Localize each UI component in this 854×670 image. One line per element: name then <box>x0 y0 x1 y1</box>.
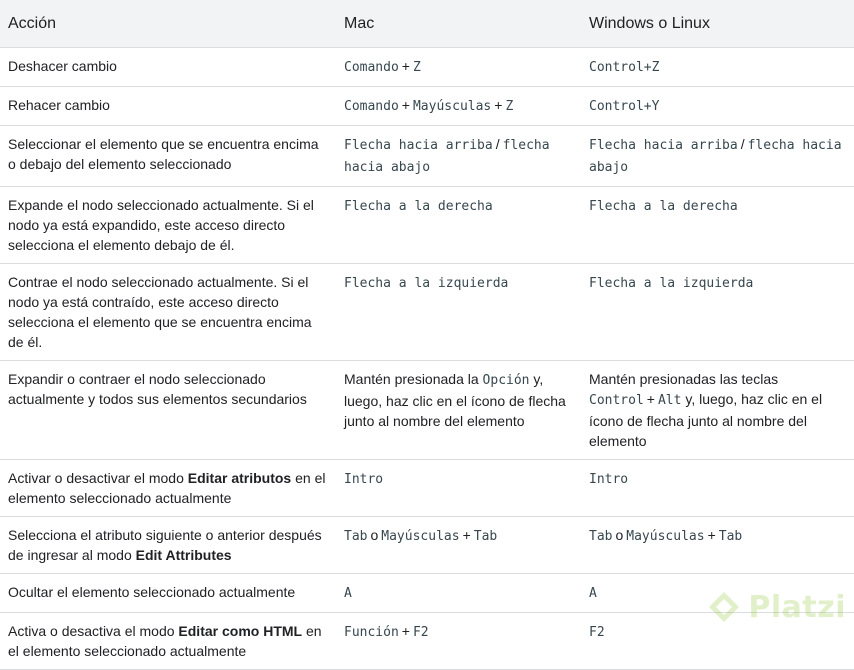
key-name: Tab <box>473 529 498 544</box>
key-name: Control+Y <box>589 99 660 114</box>
key-name: Función <box>344 625 399 640</box>
table-row <box>0 460 854 517</box>
key-name: Flecha a la derecha <box>344 199 493 214</box>
windows-shortcut-cell <box>581 187 854 263</box>
key-name: Tab <box>589 529 613 544</box>
key-separator: + <box>707 527 716 543</box>
table-header-row <box>0 0 854 48</box>
key-separator: + <box>494 97 503 113</box>
key-name: Z <box>412 60 421 75</box>
table-row <box>0 126 854 187</box>
table-row <box>0 48 854 87</box>
key-name: Opción <box>482 373 530 388</box>
windows-shortcut-cell <box>581 460 854 516</box>
key-separator: o <box>370 527 379 543</box>
table-row <box>0 187 854 264</box>
key-name: flecha hacia abajo <box>589 138 842 175</box>
key-name: Intro <box>589 472 629 487</box>
platzi-watermark <box>706 589 846 625</box>
cell-text: Activa o desactiva el modo <box>8 623 179 639</box>
cell-text: Rehacer cambio <box>8 97 110 113</box>
cell-text: Deshacer cambio <box>8 58 117 74</box>
cell-text: Expandir o contraer el nodo seleccionado actualmente y todos sus elementos secundarios <box>8 371 307 407</box>
mac-shortcut-cell <box>336 613 581 669</box>
action-cell <box>0 517 336 573</box>
table-row <box>0 517 854 574</box>
windows-shortcut-cell <box>581 87 854 125</box>
column-header-action: Acción <box>8 14 57 32</box>
key-name: Control+Z <box>589 60 660 75</box>
cell-text: Selecciona el atributo siguiente o anterior después de ingresar al modo <box>8 527 322 563</box>
action-cell <box>0 613 336 669</box>
key-name: Tab <box>718 529 743 544</box>
mac-shortcut-cell <box>336 264 581 360</box>
mac-shortcut-cell <box>336 361 581 459</box>
windows-shortcut-cell <box>581 264 854 360</box>
bold-text: Editar atributos <box>187 470 292 486</box>
cell-text: en el elemento seleccionado actualmente <box>8 470 326 506</box>
cell-text: Expande el nodo seleccionado actualmente. Si el nodo ya está expandido, este acceso directo selecciona el elemento debajo de él. <box>8 197 314 253</box>
column-header-mac: Mac <box>344 14 375 32</box>
cell-text: Contrae el nodo seleccionado actualmente. Si el nodo ya está contraído, este acceso directo selecciona el elemento que se encuentra encima de él. <box>8 274 312 350</box>
watermark-text: Platzi <box>748 589 846 625</box>
key-separator: + <box>401 58 410 74</box>
column-header-windows-linux: Windows o Linux <box>589 14 710 32</box>
cell-text: Seleccionar el elemento que se encuentra encima o debajo del elemento seleccionado <box>8 136 319 172</box>
windows-shortcut-cell <box>581 48 854 86</box>
table-row <box>0 264 854 361</box>
action-cell <box>0 264 336 360</box>
key-name: F2 <box>589 625 605 640</box>
action-cell <box>0 574 336 612</box>
windows-shortcut-cell <box>581 517 854 573</box>
action-cell <box>0 87 336 125</box>
key-name: Comando <box>344 99 399 114</box>
mac-shortcut-cell <box>336 48 581 86</box>
key-name: Tab <box>344 529 368 544</box>
action-cell <box>0 48 336 86</box>
bold-text: Edit Attributes <box>135 547 232 563</box>
cell-text: Mantén presionada la <box>344 371 483 387</box>
cell-text: y, luego, haz clic en el ícono de flecha junto al nombre del elemento <box>344 371 566 429</box>
key-name: Control <box>589 393 644 408</box>
key-name: A <box>589 586 597 601</box>
mac-shortcut-cell <box>336 574 581 612</box>
key-separator: + <box>646 391 655 407</box>
key-name: Comando <box>344 60 399 75</box>
cell-text: Ocultar el elemento seleccionado actualmente <box>8 584 296 600</box>
action-cell <box>0 187 336 263</box>
key-name: Mayúsculas <box>412 99 492 114</box>
mac-shortcut-cell <box>336 87 581 125</box>
key-name: Mayúsculas <box>381 529 460 544</box>
mac-shortcut-cell <box>336 126 581 186</box>
key-separator: / <box>740 136 745 152</box>
key-name: Flecha a la izquierda <box>344 276 509 291</box>
cell-text: Mantén presionadas las teclas <box>589 371 779 387</box>
key-name: Alt <box>657 393 682 408</box>
key-separator: / <box>495 136 500 152</box>
key-name: Flecha a la derecha <box>589 199 738 214</box>
key-separator: + <box>401 623 410 639</box>
mac-shortcut-cell <box>336 460 581 516</box>
key-separator: + <box>401 97 410 113</box>
action-cell <box>0 126 336 186</box>
action-cell <box>0 361 336 459</box>
cell-text: en el elemento seleccionado actualmente <box>8 623 322 659</box>
table-body <box>0 48 854 670</box>
cell-text: y, luego, haz clic en el ícono de flecha junto al nombre del elemento <box>589 391 823 449</box>
mac-shortcut-cell <box>336 517 581 573</box>
windows-shortcut-cell <box>581 361 854 459</box>
table-row <box>0 361 854 460</box>
key-name: Flecha hacia arriba <box>589 138 738 153</box>
key-name: A <box>344 586 352 601</box>
key-name: Flecha a la izquierda <box>589 276 754 291</box>
key-name: Intro <box>344 472 384 487</box>
key-separator: + <box>462 527 471 543</box>
action-cell <box>0 460 336 516</box>
key-separator: o <box>615 527 624 543</box>
key-name: flecha hacia abajo <box>344 138 550 175</box>
key-name: Mayúsculas <box>626 529 705 544</box>
key-name: Z <box>505 99 514 114</box>
windows-shortcut-cell <box>581 126 854 186</box>
key-name: F2 <box>412 625 429 640</box>
mac-shortcut-cell <box>336 187 581 263</box>
table-row <box>0 87 854 126</box>
key-name: Flecha hacia arriba <box>344 138 493 153</box>
bold-text: Editar como HTML <box>178 623 303 639</box>
platzi-logo-icon <box>706 589 742 625</box>
cell-text: Activar o desactivar el modo <box>8 470 188 486</box>
